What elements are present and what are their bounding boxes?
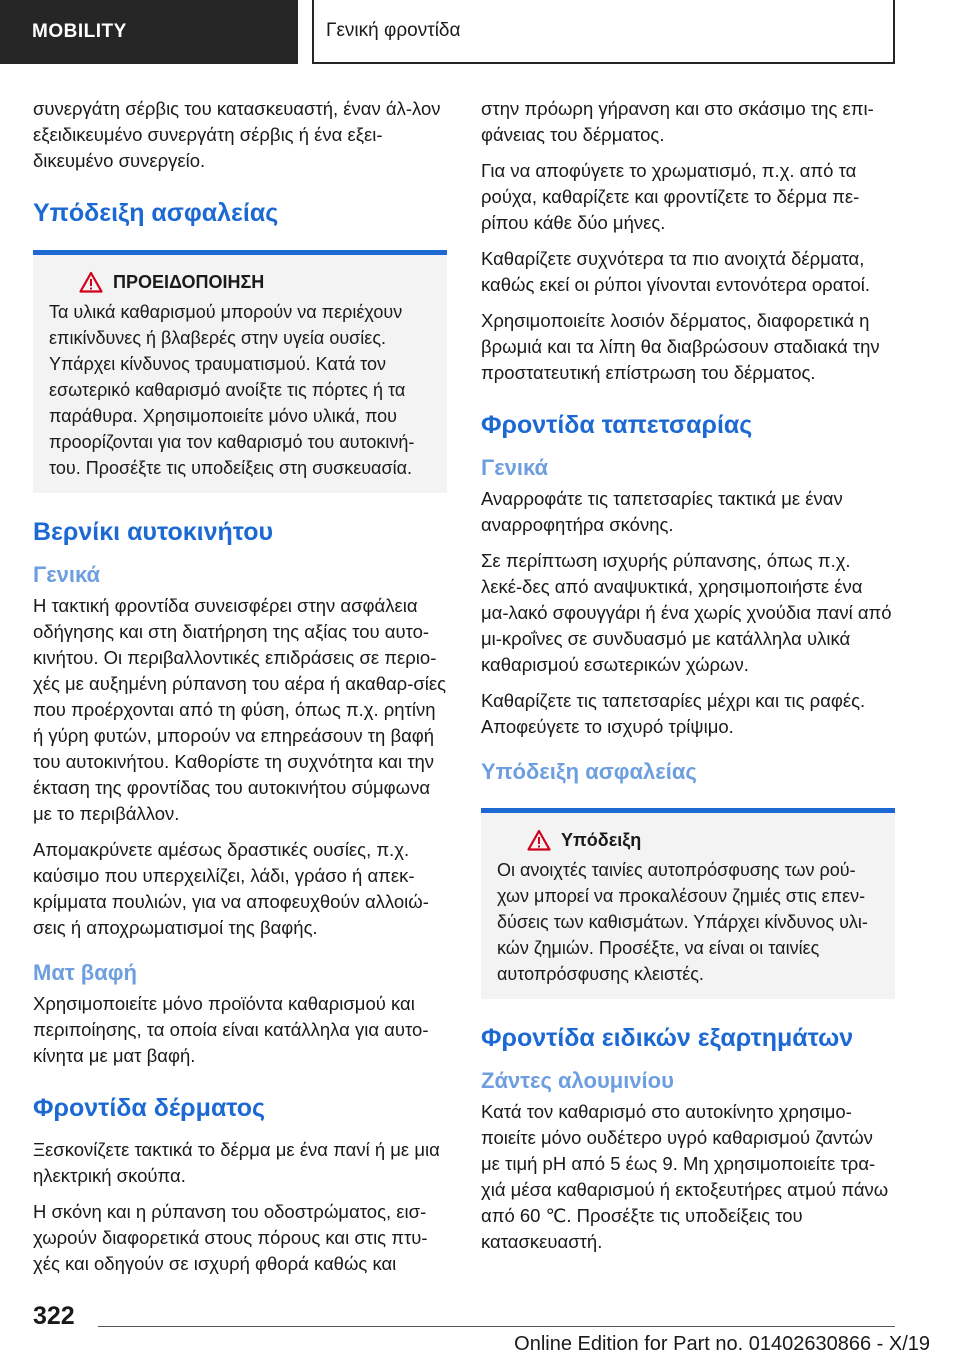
page-number: 322 [33, 1302, 75, 1330]
note-text: Οι ανοιχτές ταινίες αυτοπρόσφυσης των ρού-χων μπορεί να προκαλέσουν ζημιές στις επεν-δύσεις των καθισμάτων. Υπάρχει κίνδυνος υλι-κών ζημιών. Προσέξτε, να είναι οι ταινίες αυτοπρόσφυσης κλειστές. [497, 860, 868, 984]
carpet-general-heading: Γενικά [481, 455, 549, 480]
safety-heading: Υπόδειξη ασφαλείας [33, 199, 279, 227]
varnish-heading: Βερνίκι αυτοκινήτου [33, 518, 274, 546]
warning-title: ΠΡΟΕΙΔΟΠΟΙΗΣΗ [113, 271, 265, 292]
wheels-paragraph: Κατά τον καθαρισμό στο αυτοκίνητο χρησιμο-ποιείτε μόνο ουδέτερο υγρό καθαρισμού ζαντών με τιμή pH από 5 έως 9. Μη χρησιμοποιείτε τρα-χιά μέσα καθαρισμού ή εκτοξευτήρες ατμού πάνω από 60 ℃. Προσέξτε τις υποδείξεις του κατασκευαστή. [481, 1101, 889, 1252]
section-chip: MOBILITY [0, 0, 298, 64]
intro-paragraph: συνεργάτη σέρβις του κατασκευαστή, έναν άλ-λον εξειδικευμένο συνεργάτη σέρβις ή ένα εξει-δικευμένο συνεργείο. [33, 98, 441, 171]
varnish-general-heading: Γενικά [33, 562, 101, 587]
carpet-paragraph-1: Αναρροφάτε τις ταπετσαρίες τακτικά με έναν αναρροφητήρα σκόνης. [481, 488, 843, 535]
matt-paragraph: Χρησιμοποιείτε μόνο προϊόντα καθαρισμού και περιποίησης, τα οποία είναι κατάλληλα για αυτο-κίνητα με ματ βαφή. [33, 993, 429, 1066]
chapter-title-text: Γενική φροντίδα [326, 20, 461, 41]
leather-paragraph-1: Ξεσκονίζετε τακτικά το δέρμα με ένα πανί ή με μια ηλεκτρική σκούπα. [33, 1139, 440, 1186]
matt-heading: Ματ βαφή [33, 960, 137, 985]
carpet-paragraph-3: Καθαρίζετε τις ταπετσαρίες μέχρι και τις ραφές. Αποφεύγετε το ισχυρό τρίψιμο. [481, 690, 866, 737]
warning-header [79, 271, 431, 293]
varnish-paragraph-2: Απομακρύνετε αμέσως δραστικές ουσίες, π.χ. καύσιμο που υπερχειλίζει, λάδι, γράσο ή απεκ-κρίμματα πουλιών, για να αποφευχθούν αλλοιώ-σεις ή αποχρωματισμοί της βαφής. [33, 839, 429, 938]
leather-paragraph-5: Καθαρίζετε συχνότερα τα πιο ανοιχτά δέρματα, καθώς εκεί οι ρύποι γίνονται εντονότερα ορατοί. [481, 248, 870, 295]
leather-paragraph-3: στην πρόωρη γήρανση και στο σκάσιμο της επι-φάνειας του δέρματος. [481, 98, 874, 145]
note-title: Υπόδειξη [561, 829, 642, 850]
leather-paragraph-2: Η σκόνη και η ρύπανση του οδοστρώματος, εισ-χωρούν διαφορετικά στους πόρους και στις πτυ-χές και οδηγούν σε ισχυρή φθορά καθώς και [33, 1201, 428, 1274]
leather-paragraph-4: Για να αποφύγετε το χρωματισμό, π.χ. από τα ρούχα, καθαρίζετε και φροντίζετε το δέρμα πε-ρίπου κάθε δύο μήνες. [481, 160, 860, 233]
warning-text: Τα υλικά καθαρισμού μπορούν να περιέχουν επικίνδυνες ή βλαβερές στην υγεία ουσίες. Υπάρχει κίνδυνος τραυματισμού. Κατά τον εσωτερικό καθαρισμό ανοίξτε τις πόρτες ή τα παράθυρα. Χρησιμοποιείτε μόνο υλικά, που προορίζονται για τον καθαρισμό του αυτοκινή-του. Προσέξτε τις υποδείξεις στη συσκευασία. [49, 302, 415, 478]
right-column [481, 96, 895, 1265]
wheels-heading: Ζάντες αλουμινίου [481, 1068, 674, 1093]
left-column [33, 96, 447, 1287]
footer-edition: Online Edition for Part no. 01402630866 - X/19 [514, 1333, 930, 1355]
footer-divider [98, 1326, 895, 1327]
varnish-paragraph-1: Η τακτική φροντίδα συνεισφέρει στην ασφάλεια οδήγησης και στη διατήρηση της αξίας του αυτο-κινήτου. Οι περιβαλλοντικές επιδράσεις σε περιο-χές με αυξημένη ρύπανση του αέρα ή ακαθαρ-σίες που προέρχονται από τη φύση, όπως π.χ. ρητίνη ή γύρη φυτών, μπορούν να επηρεάσουν τη βαφή του αυτοκινήτου. Καθορίστε τη συχνότητα και την έκταση της φροντίδας του αυτοκινήτου σύμφωνα με το περιβάλλον. [33, 595, 447, 824]
carpet-paragraph-2: Σε περίπτωση ισχυρής ρύπανσης, όπως π.χ. λεκέ-δες από αναψυκτικά, χρησιμοποιήστε ένα μα-λακό σφουγγάρι ή ένα χωρίς χνούδια πανί από μι-κροΐνες σε συνδυασμό με κατάλληλα υλικά καθαρισμού εσωτερικών χώρων. [481, 550, 892, 675]
warning-triangle-icon [527, 829, 551, 851]
accessories-heading: Φροντίδα ειδικών εξαρτημάτων [481, 1024, 854, 1052]
carpet-heading: Φροντίδα ταπετσαρίας [481, 411, 753, 439]
note-box [481, 808, 895, 999]
warning-triangle-icon [79, 271, 103, 293]
note-header [527, 829, 879, 851]
leather-paragraph-6: Χρησιμοποιείτε λοσιόν δέρματος, διαφορετικά η βρωμιά και τα λίπη θα διαβρώσουν σταδιακά την προστατευτική επίστρωση του δέρματος. [481, 310, 880, 383]
carpet-safety-heading: Υπόδειξη ασφαλείας [481, 759, 697, 784]
chapter-title [312, 0, 895, 64]
warning-box [33, 250, 447, 493]
leather-heading: Φροντίδα δέρματος [33, 1094, 266, 1122]
